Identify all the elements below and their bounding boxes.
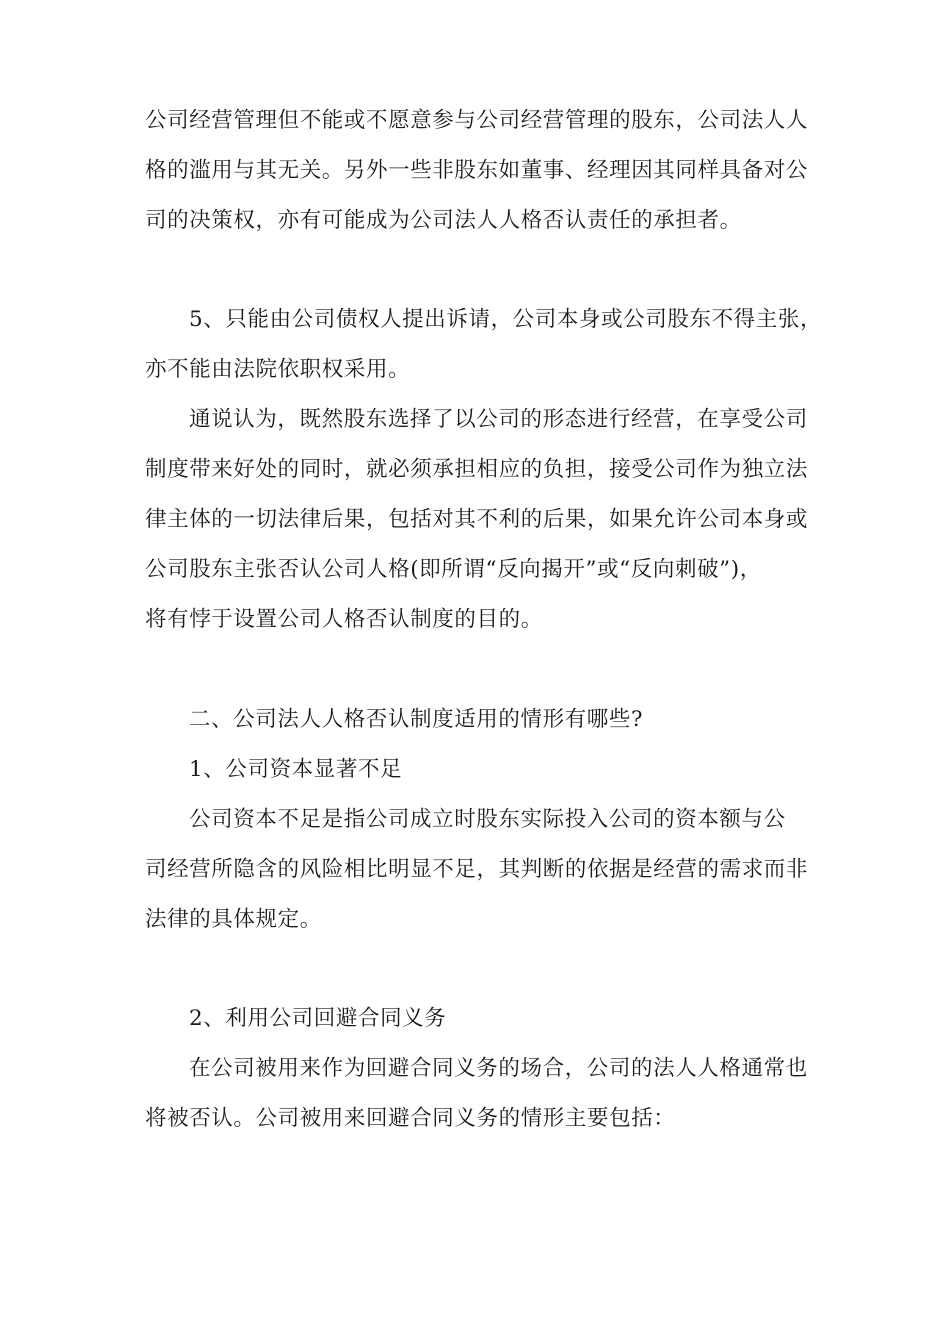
paragraph-line: 司的决策权，亦有可能成为公司法人人格否认责任的承担者。	[145, 208, 742, 233]
subheading-2: 2、利用公司回避合同义务	[189, 1006, 447, 1031]
paragraph-line: 亦不能由法院依职权采用。	[145, 357, 411, 382]
paragraph-line: 公司股东主张否认公司人格(即所谓“反向揭开”或“反向刺破”)，	[145, 557, 762, 582]
section-heading: 二、公司法人人格否认制度适用的情形有哪些?	[189, 707, 644, 732]
paragraph-line: 将有悖于设置公司人格否认制度的目的。	[145, 607, 543, 632]
paragraph-line: 制度带来好处的同时，就必须承担相应的负担，接受公司作为独立法	[145, 457, 809, 482]
subheading-1: 1、公司资本显著不足	[189, 757, 403, 782]
paragraph-line: 法律的具体规定。	[145, 907, 322, 932]
paragraph-line: 通说认为，既然股东选择了以公司的形态进行经营，在享受公司	[189, 407, 808, 432]
paragraph-line: 司经营所隐含的风险相比明显不足，其判断的依据是经营的需求而非	[145, 857, 809, 882]
paragraph-line: 在公司被用来作为回避合同义务的场合，公司的法人人格通常也	[189, 1056, 808, 1081]
paragraph-line: 公司资本不足是指公司成立时股东实际投入公司的资本额与公	[189, 807, 786, 832]
paragraph-line: 将被否认。公司被用来回避合同义务的情形主要包括：	[145, 1106, 676, 1131]
paragraph-line: 公司经营管理但不能或不愿意参与公司经营管理的股东，公司法人人	[145, 108, 809, 133]
list-item-5: 5、只能由公司债权人提出诉请，公司本身或公司股东不得主张，	[189, 307, 823, 332]
paragraph-line: 格的滥用与其无关。另外一些非股东如董事、经理因其同样具备对公	[145, 158, 809, 183]
paragraph-line: 律主体的一切法律后果，包括对其不利的后果，如果允许公司本身或	[145, 507, 809, 532]
